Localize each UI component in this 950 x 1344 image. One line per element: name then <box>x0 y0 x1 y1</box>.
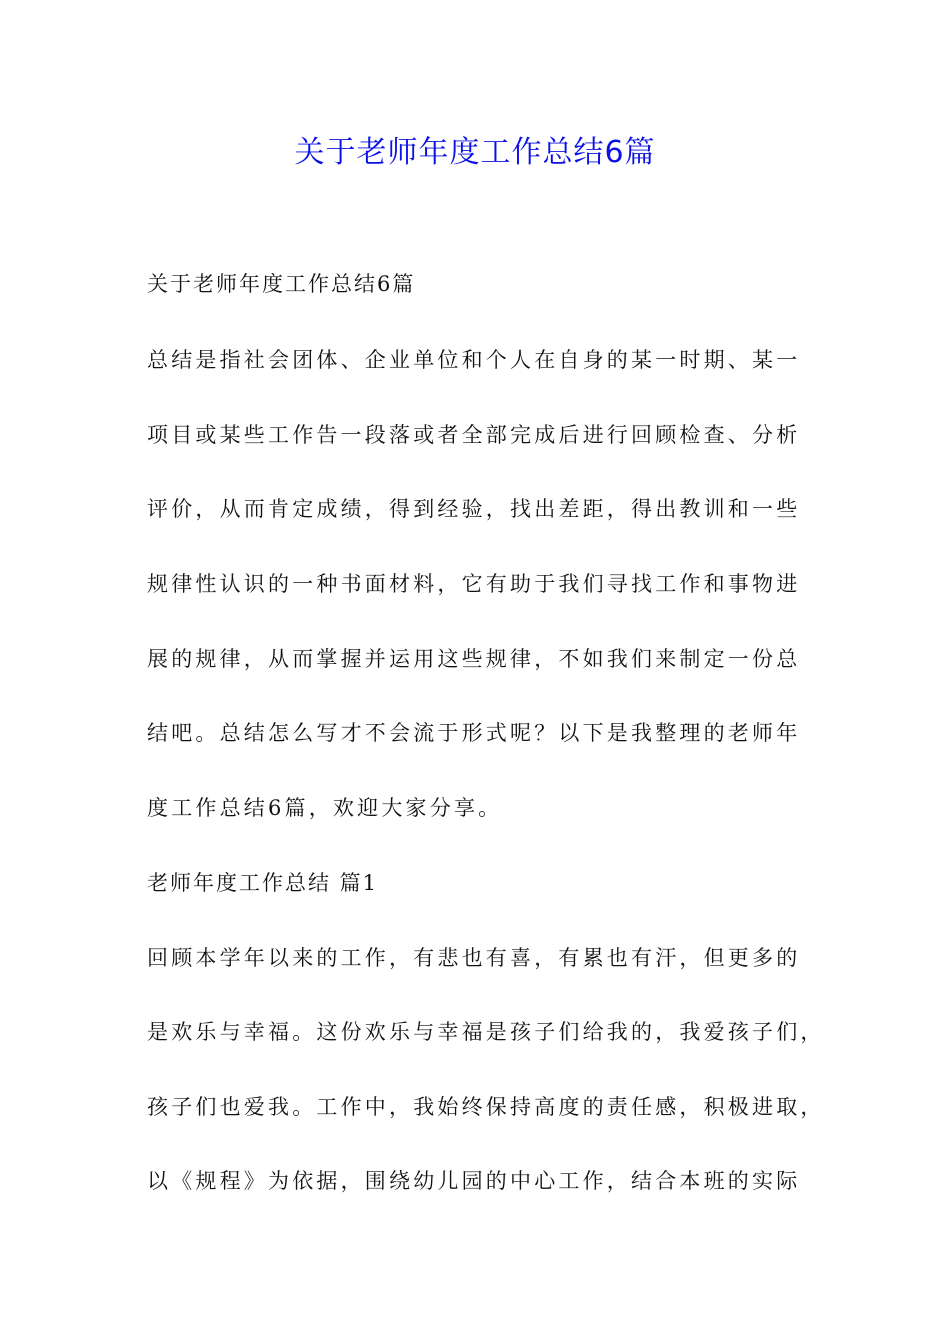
paragraph-line: 度工作总结6篇，欢迎大家分享。 <box>147 796 503 820</box>
document-title: 关于老师年度工作总结6篇 <box>294 135 656 170</box>
paragraph-line: 评价，从而肯定成绩，得到经验，找出差距，得出教训和一些 <box>147 497 801 521</box>
paragraph-line: 以《规程》为依据，围绕幼儿园的中心工作，结合本班的实际 <box>147 1169 801 1193</box>
paragraph-line: 规律性认识的一种书面材料，它有助于我们寻找工作和事物进 <box>147 572 801 596</box>
paragraph-line: 结吧。总结怎么写才不会流于形式呢？以下是我整理的老师年 <box>147 721 801 745</box>
paragraph-line: 回顾本学年以来的工作，有悲也有喜，有累也有汗，但更多的 <box>147 946 801 970</box>
subtitle-line: 关于老师年度工作总结6篇 <box>147 272 416 296</box>
paragraph-line: 是欢乐与幸福。这份欢乐与幸福是孩子们给我的，我爱孩子们， <box>147 1020 825 1044</box>
paragraph-line: 展的规律，从而掌握并运用这些规律，不如我们来制定一份总 <box>147 647 801 671</box>
section-heading: 老师年度工作总结 篇1 <box>147 871 379 895</box>
paragraph-line: 孩子们也爱我。工作中，我始终保持高度的责任感，积极进取， <box>147 1095 825 1119</box>
paragraph-line: 总结是指社会团体、企业单位和个人在自身的某一时期、某一 <box>147 348 801 372</box>
paragraph-line: 项目或某些工作告一段落或者全部完成后进行回顾检查、分析 <box>147 423 801 447</box>
